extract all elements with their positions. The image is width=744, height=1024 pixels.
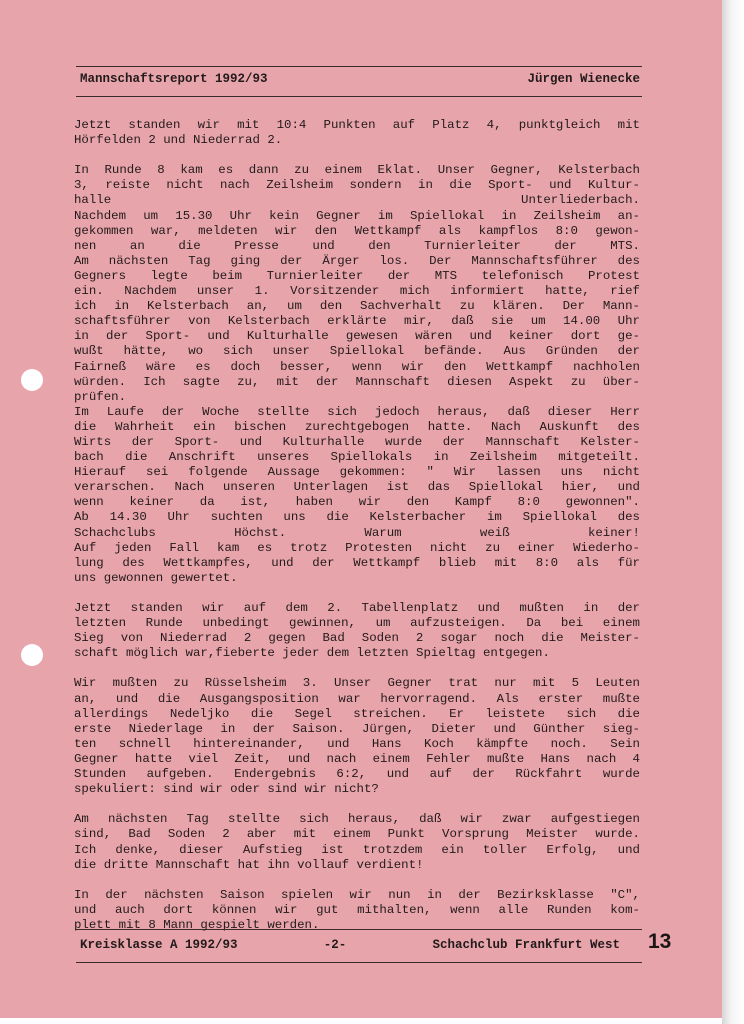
- text-line: ten schnell hintereinander, und Hans Koch kämpfte noch. Sein: [74, 736, 640, 751]
- page-number: 13: [648, 930, 672, 953]
- text-line: und auch dort können wir gut mithalten, wenn alle Runden kom-: [74, 902, 640, 917]
- text-line: Nachdem um 15.30 Uhr kein Gegner im Spiellokal in Zeilsheim an-: [74, 208, 640, 223]
- punch-hole-lower: [21, 644, 43, 666]
- text-line: Im Laufe der Woche stellte sich jedoch heraus, daß dieser Herr: [74, 404, 640, 419]
- footer-league: Kreisklasse A 1992/93: [80, 938, 238, 952]
- text-line: ich in Kelsterbach an, um den Sachverhalt zu klären. Der Mann-: [74, 299, 640, 314]
- paragraph: [74, 676, 640, 797]
- text-line: spekuliert: sind wir oder sind wir nicht?: [74, 782, 379, 797]
- text-line: 3, reiste nicht nach Zeilsheim sondern in die Sport- und Kultur-: [74, 178, 640, 193]
- text-line: gekommen war, meldeten wir den Wettkampf als kampflos 8:0 gewon-: [74, 223, 640, 238]
- page-footer: [80, 938, 620, 952]
- report-body: [74, 118, 640, 948]
- text-line: In der nächsten Saison spielen wir nun in der Bezirksklasse "C",: [74, 887, 640, 902]
- text-line: Wir mußten zu Rüsselsheim 3. Unser Gegner trat nur mit 5 Leuten: [74, 676, 640, 691]
- text-line: wenn keiner da ist, haben wir den Kampf 8:0 gewonnen".: [74, 495, 640, 510]
- text-line: Sieg von Niederrad 2 gegen Bad Soden 2 sogar noch die Meister-: [74, 631, 640, 646]
- paragraph: [74, 812, 640, 872]
- text-line: prüfen.: [74, 389, 127, 404]
- header-author: Jürgen Wienecke: [527, 72, 640, 86]
- text-line: sind, Bad Soden 2 aber mit einem Punkt Vorsprung Meister wurde.: [74, 827, 640, 842]
- paragraph: [74, 601, 640, 661]
- text-line: Auf jeden Fall kam es trotz Protesten nicht zu einer Wiederho-: [74, 540, 640, 555]
- header-title: Mannschaftsreport 1992/93: [80, 72, 268, 86]
- text-line: nen an die Presse und den Turnierleiter der MTS.: [74, 238, 640, 253]
- text-line: ein. Nachdem unser 1. Vorsitzender mich informiert hatte, rief: [74, 284, 640, 299]
- paragraph: [74, 888, 640, 933]
- footer-club: Schachclub Frankfurt West: [432, 938, 620, 952]
- text-line: Am nächsten Tag stellte sich heraus, daß wir zwar aufgestiegen: [74, 812, 640, 827]
- scanner-edge: [722, 0, 744, 1024]
- text-line: halle Unterliederbach.: [74, 193, 640, 208]
- text-line: Schachclubs Höchst. Warum weiß keiner!: [74, 525, 640, 540]
- text-line: plett mit 8 Mann gespielt werden.: [74, 917, 320, 932]
- text-line: Fairneß wäre es doch besser, wenn wir den Wettkampf nachholen: [74, 359, 640, 374]
- text-line: in der Sport- und Kulturhalle gewesen wären und keiner dort ge-: [74, 329, 640, 344]
- text-line: die dritte Mannschaft hat ihn vollauf verdient!: [74, 857, 424, 872]
- text-line: Stunden aufgeben. Endergebnis 6:2, und auf der Rückfahrt wurde: [74, 767, 640, 782]
- text-line: wußt hätte, wo sich unser Spiellokal befände. Aus Gründen der: [74, 344, 640, 359]
- footer-rule-top: [76, 929, 642, 930]
- paragraph: [74, 163, 640, 586]
- text-line: erste Niederlage in der Saison. Jürgen, Dieter und Günther sieg-: [74, 721, 640, 736]
- footer-rule-bottom: [76, 962, 642, 963]
- text-line: schaft möglich war,fieberte jeder dem letzten Spieltag entgegen.: [74, 646, 550, 661]
- text-line: Gegner hatte viel Zeit, und nach einem Fehler mußte Hans nach 4: [74, 751, 640, 766]
- text-line: verarschen. Nach unseren Unterlagen ist das Spiellokal hier, und: [74, 480, 640, 495]
- punch-hole-upper: [21, 369, 43, 391]
- text-line: schaftsführer von Kelsterbach erklärte mir, daß sie um 14.00 Uhr: [74, 314, 640, 329]
- text-line: Jetzt standen wir mit 10:4 Punkten auf Platz 4, punktgleich mit: [74, 118, 640, 132]
- text-line: Hörfelden 2 und Niederrad 2.: [74, 133, 283, 148]
- page-header: [80, 72, 640, 86]
- text-line: In Runde 8 kam es dann zu einem Eklat. Unser Gegner, Kelsterbach: [74, 163, 640, 178]
- text-line: Jetzt standen wir auf dem 2. Tabellenplatz und mußten in der: [74, 601, 640, 615]
- text-line: Gegners legte beim Turnierleiter der MTS telefonisch Protest: [74, 268, 640, 283]
- paragraph: [74, 118, 640, 148]
- text-line: Ab 14.30 Uhr suchten uns die Kelsterbacher im Spiellokal des: [74, 510, 640, 525]
- text-line: Hierauf sei folgende Aussage gekommen: " Wir lassen uns nicht: [74, 465, 640, 480]
- text-line: uns gewonnen gewertet.: [74, 570, 238, 585]
- header-rule-top: [76, 66, 642, 67]
- text-line: die Wahrheit ein bischen zurechtgebogen hatte. Nach Auskunft des: [74, 419, 640, 434]
- text-line: lung des Wettkampfes, und der Wettkampf blieb mit 8:0 als für: [74, 555, 640, 570]
- text-line: Ich denke, dieser Aufstieg ist trotzdem ein toller Erfolg, und: [74, 842, 640, 857]
- footer-page-marker: -2-: [323, 938, 347, 952]
- text-line: Am nächsten Tag ging der Ärger los. Der Mannschaftsführer des: [74, 253, 640, 268]
- text-line: bach die Anschrift unseres Spiellokals in Zeilsheim mitgeteilt.: [74, 450, 640, 465]
- text-line: würden. Ich sagte zu, mit der Mannschaft diesen Aspekt zu über-: [74, 374, 640, 389]
- header-rule-bottom: [76, 96, 642, 97]
- text-line: letzten Runde unbedingt gewinnen, um aufzusteigen. Da bei einem: [74, 616, 640, 631]
- text-line: allerdings Nedeljko die Segel streichen. Er leistete sich die: [74, 706, 640, 721]
- text-line: an, und die Ausgangsposition war hervorragend. Als erster mußte: [74, 691, 640, 706]
- text-line: Wirts der Sport- und Kulturhalle wurde der Mannschaft Kelster-: [74, 434, 640, 449]
